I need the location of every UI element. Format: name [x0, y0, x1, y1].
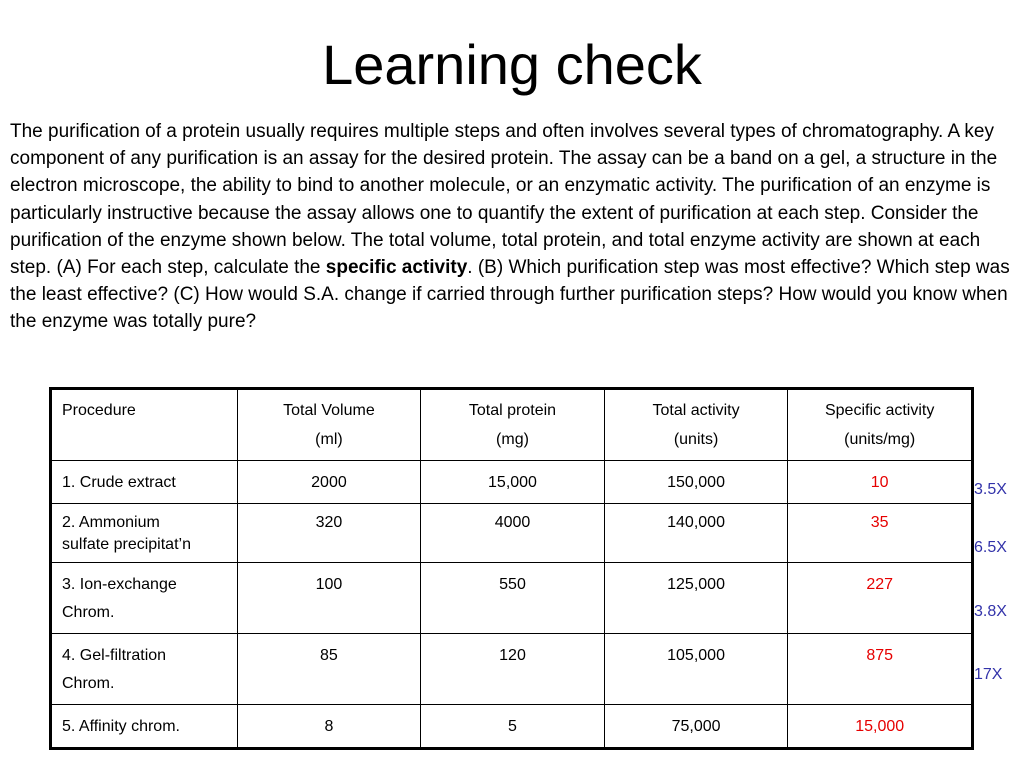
- header-total-activity: [604, 389, 788, 461]
- header-total-protein-unit: (mg): [496, 431, 529, 448]
- row-specific-activity: 227: [788, 563, 973, 634]
- procedure-text: 4. Gel-filtration: [62, 647, 167, 664]
- fold-annotation: 3.5X: [974, 481, 1007, 498]
- row-volume: 8: [237, 705, 421, 749]
- row-activity: 105,000: [604, 634, 788, 705]
- purification-table: [49, 387, 974, 750]
- row-protein: 5: [421, 705, 605, 749]
- fold-annotation: 17X: [974, 666, 1003, 683]
- header-total-volume-label: Total Volume: [283, 402, 375, 419]
- procedure-text-line2: sulfate precipitat’n: [62, 536, 191, 553]
- row-procedure: [51, 563, 238, 634]
- row-volume: 2000: [237, 461, 421, 504]
- table-row: [51, 705, 973, 749]
- header-total-volume: [237, 389, 421, 461]
- table-row: [51, 461, 973, 504]
- procedure-text: 2. Ammonium: [62, 514, 160, 531]
- row-volume: 100: [237, 563, 421, 634]
- header-specific-activity: [788, 389, 973, 461]
- table-row: [51, 504, 973, 563]
- procedure-text: 1. Crude extract: [62, 474, 176, 491]
- row-procedure: [51, 504, 238, 563]
- row-procedure: [51, 705, 238, 749]
- procedure-text: 5. Affinity chrom.: [62, 718, 180, 735]
- procedure-text-line2: Chrom.: [62, 604, 115, 621]
- fold-annotation: 6.5X: [974, 539, 1007, 556]
- fold-annotation: 3.8X: [974, 603, 1007, 620]
- paragraph-bold-term: specific activity: [325, 257, 468, 279]
- slide-title: Learning check: [322, 33, 702, 96]
- header-specific-activity-label: Specific activity: [824, 402, 935, 419]
- header-total-protein: [421, 389, 605, 461]
- table-row: [51, 563, 973, 634]
- row-procedure: [51, 634, 238, 705]
- procedure-text: 3. Ion-exchange: [62, 576, 177, 593]
- row-protein: 120: [421, 634, 605, 705]
- row-protein: 15,000: [421, 461, 605, 504]
- row-protein: 4000: [421, 504, 605, 563]
- header-specific-activity-unit: (units/mg): [844, 431, 916, 448]
- row-activity: 75,000: [604, 705, 788, 749]
- paragraph-text-part2: . (B) Which purification step was most effective? Which step was the least effective? (C) How would S.A. change if carried through further purification steps? How would you know when the enzyme was totally pure?: [10, 257, 1010, 333]
- paragraph-text-part1: The purification of a protein usually requires multiple steps and often involves several types of chromatography. A key component of any purification is an assay for the desired protein. The assay can be a band on a gel, a structure in the electron microscope, the ability to bind to another molecule, or an enzymatic activity. The purification of an enzyme is particularly instructive because the assay allows one to quantify the extent of purification at each step. Consider the purification of the enzyme shown below. The total volume, total protein, and total enzyme activity are shown at each step. (A) For each step, calculate the: [10, 121, 998, 279]
- row-activity: 125,000: [604, 563, 788, 634]
- row-volume: 85: [237, 634, 421, 705]
- header-total-volume-unit: (ml): [315, 431, 343, 448]
- procedure-text-line2: Chrom.: [62, 675, 115, 692]
- row-volume: 320: [237, 504, 421, 563]
- question-paragraph: [10, 118, 1010, 336]
- row-procedure: [51, 461, 238, 504]
- header-total-activity-unit: (units): [673, 431, 719, 448]
- row-activity: 140,000: [604, 504, 788, 563]
- row-specific-activity: 35: [788, 504, 973, 563]
- header-total-activity-label: Total activity: [652, 402, 740, 419]
- header-procedure-label: Procedure: [62, 402, 136, 419]
- row-specific-activity: 15,000: [788, 705, 973, 749]
- table-header-row: [51, 389, 973, 461]
- table-row: [51, 634, 973, 705]
- row-activity: 150,000: [604, 461, 788, 504]
- header-total-protein-label: Total protein: [468, 402, 557, 419]
- row-specific-activity: 10: [788, 461, 973, 504]
- row-protein: 550: [421, 563, 605, 634]
- header-procedure: [51, 389, 238, 461]
- row-specific-activity: 875: [788, 634, 973, 705]
